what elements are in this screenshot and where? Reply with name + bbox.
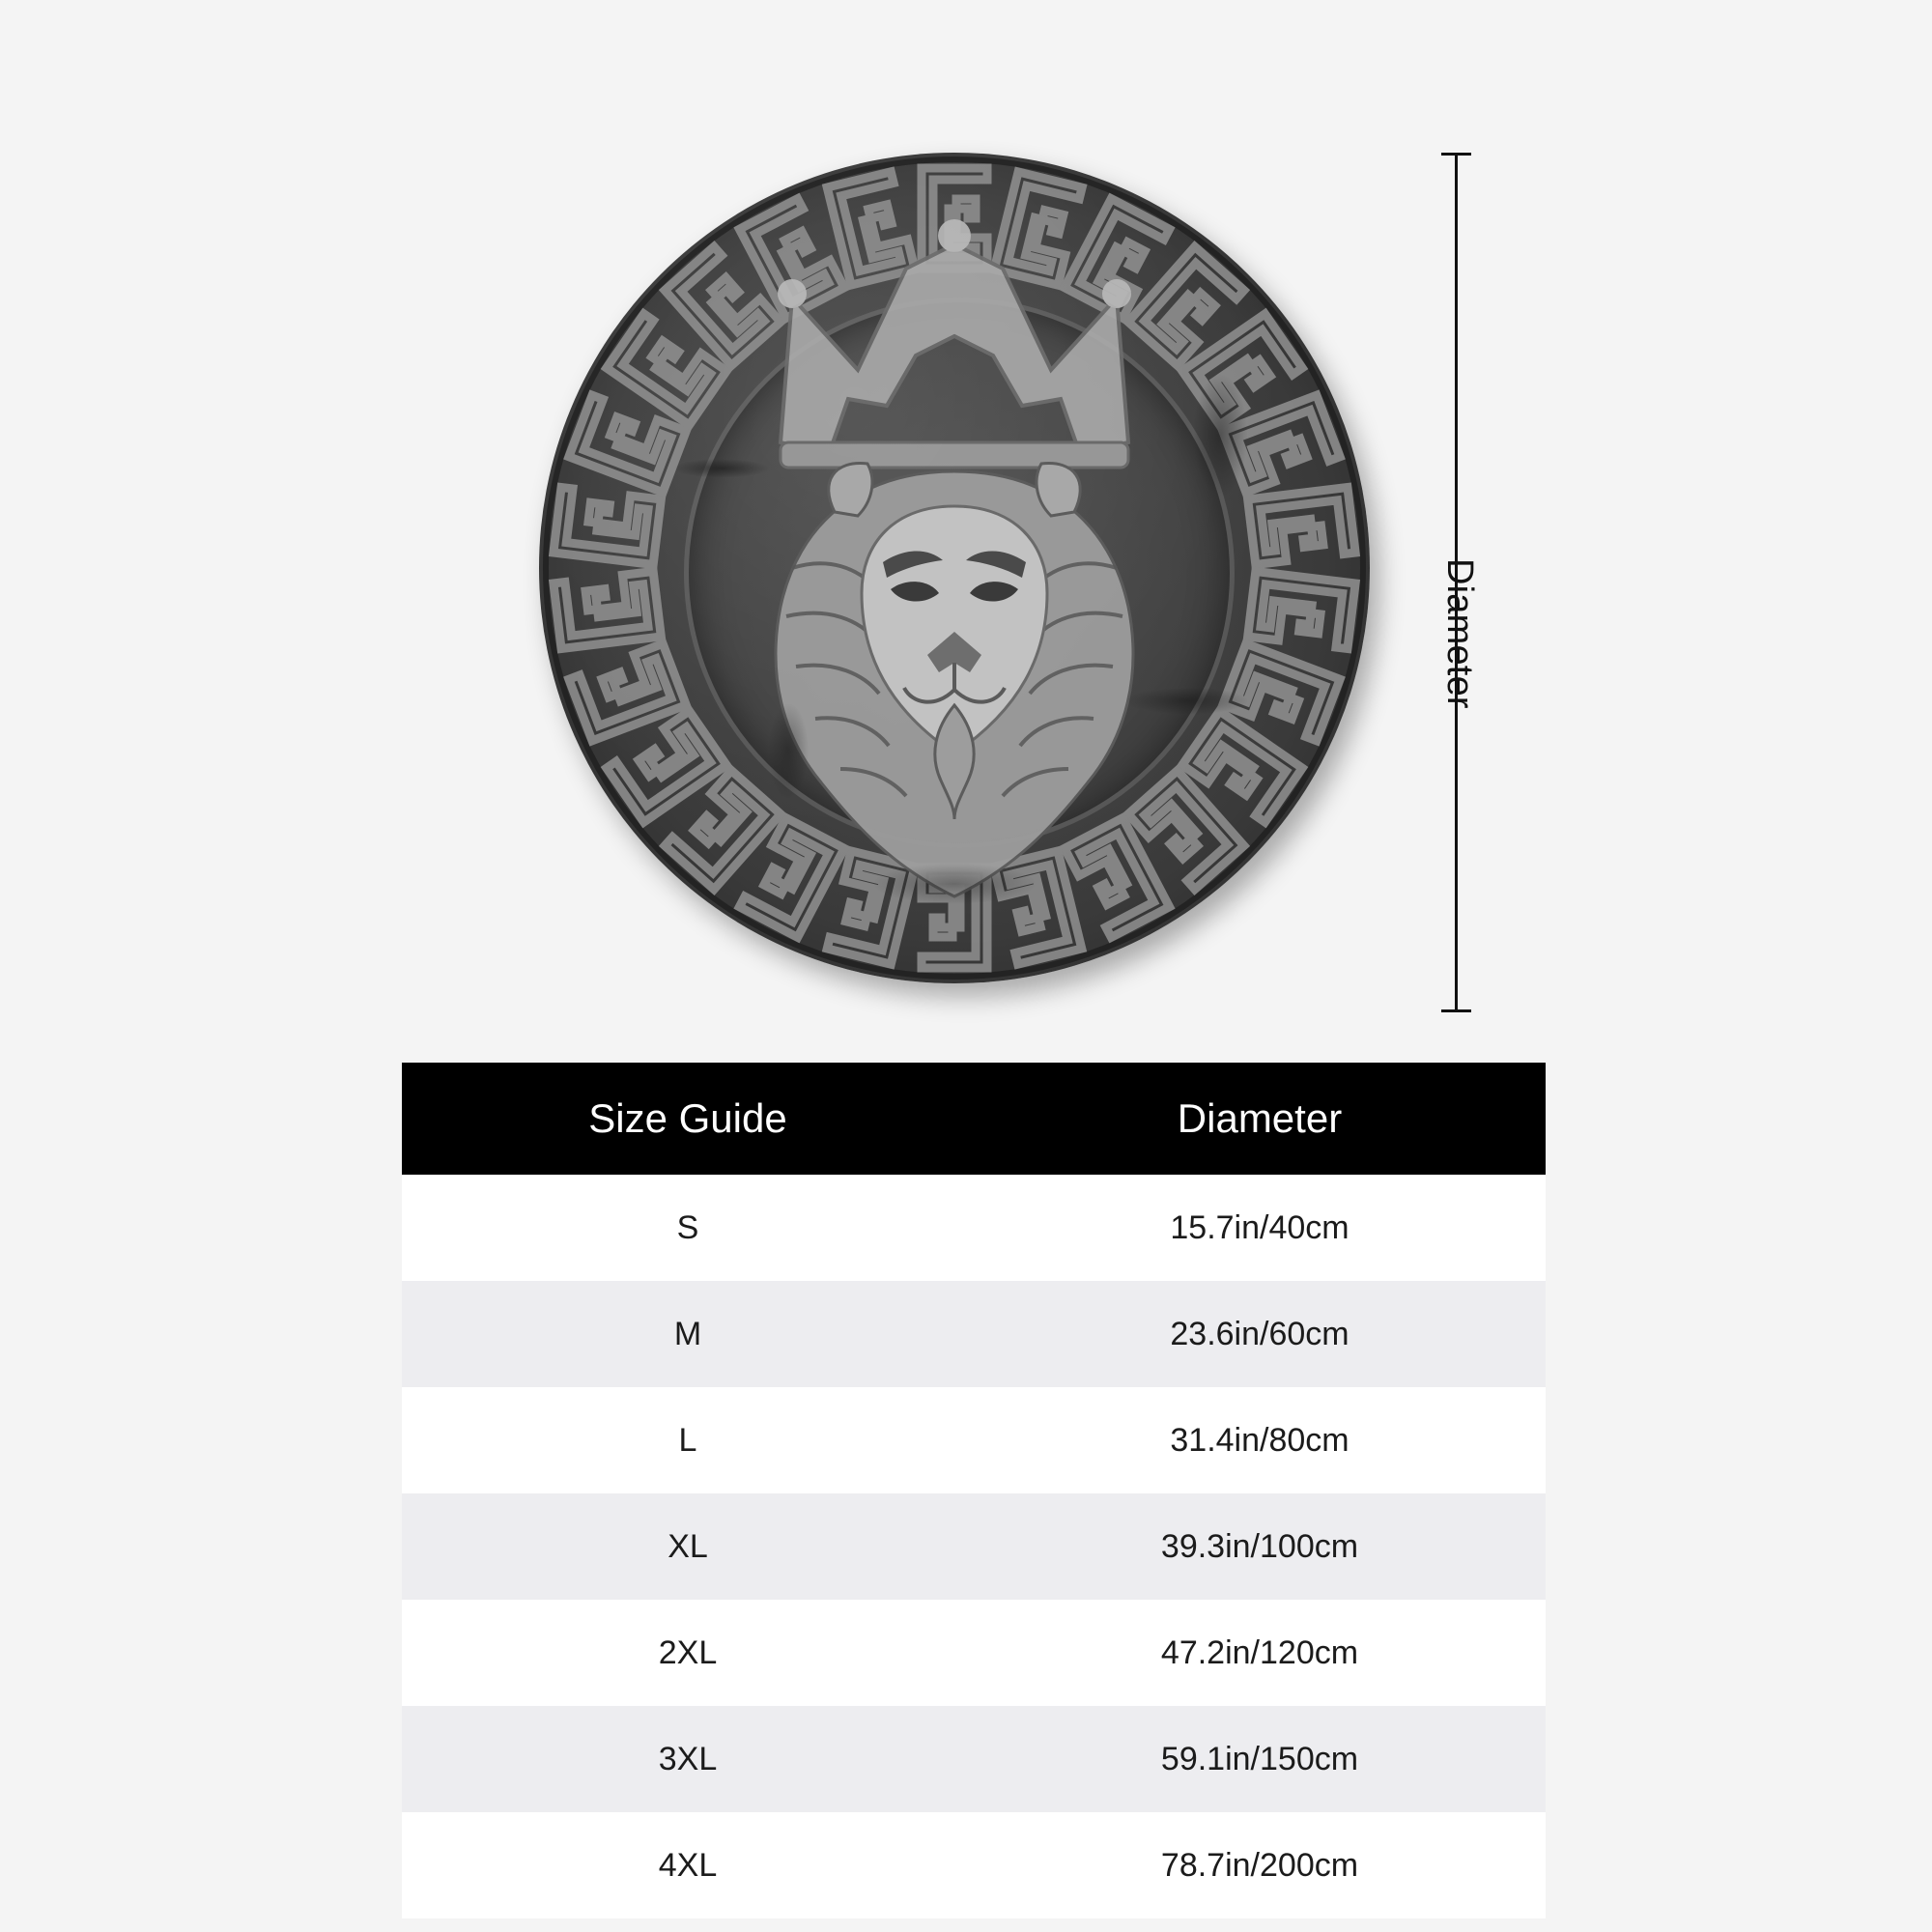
cell-size: M	[673, 1315, 702, 1352]
dimension-cap-bottom	[1441, 1009, 1471, 1012]
table-row	[402, 1281, 1546, 1387]
column-header-diameter: Diameter	[1177, 1095, 1343, 1141]
size-guide-table	[402, 1063, 1546, 1918]
cell-size: XL	[668, 1527, 708, 1565]
cell-size: S	[676, 1208, 699, 1246]
cell-diameter: 39.3in/100cm	[1160, 1527, 1359, 1565]
lion-head-crown-motif	[539, 153, 1370, 983]
round-rug	[539, 153, 1370, 983]
table-row	[402, 1706, 1546, 1812]
cell-size: 2XL	[658, 1634, 718, 1671]
cell-diameter: 31.4in/80cm	[1170, 1421, 1350, 1459]
cell-diameter: 59.1in/150cm	[1160, 1740, 1359, 1777]
cell-diameter: 78.7in/200cm	[1160, 1846, 1359, 1884]
product-image	[522, 135, 1372, 1005]
cell-size: L	[678, 1421, 697, 1459]
table-row	[402, 1600, 1546, 1706]
table-row	[402, 1493, 1546, 1600]
table-header-row	[402, 1063, 1546, 1175]
table-row	[402, 1812, 1546, 1918]
table-row	[402, 1175, 1546, 1281]
diameter-dimension-bar	[1439, 153, 1480, 1012]
column-header-size: Size Guide	[588, 1095, 787, 1141]
cell-size: 3XL	[658, 1740, 718, 1777]
cell-diameter: 47.2in/120cm	[1160, 1634, 1359, 1671]
cell-diameter: 23.6in/60cm	[1170, 1315, 1350, 1352]
cell-diameter: 15.7in/40cm	[1170, 1208, 1350, 1246]
diameter-annotation-label: Diameter	[1439, 558, 1480, 709]
table-row	[402, 1387, 1546, 1493]
cell-size: 4XL	[658, 1846, 718, 1884]
